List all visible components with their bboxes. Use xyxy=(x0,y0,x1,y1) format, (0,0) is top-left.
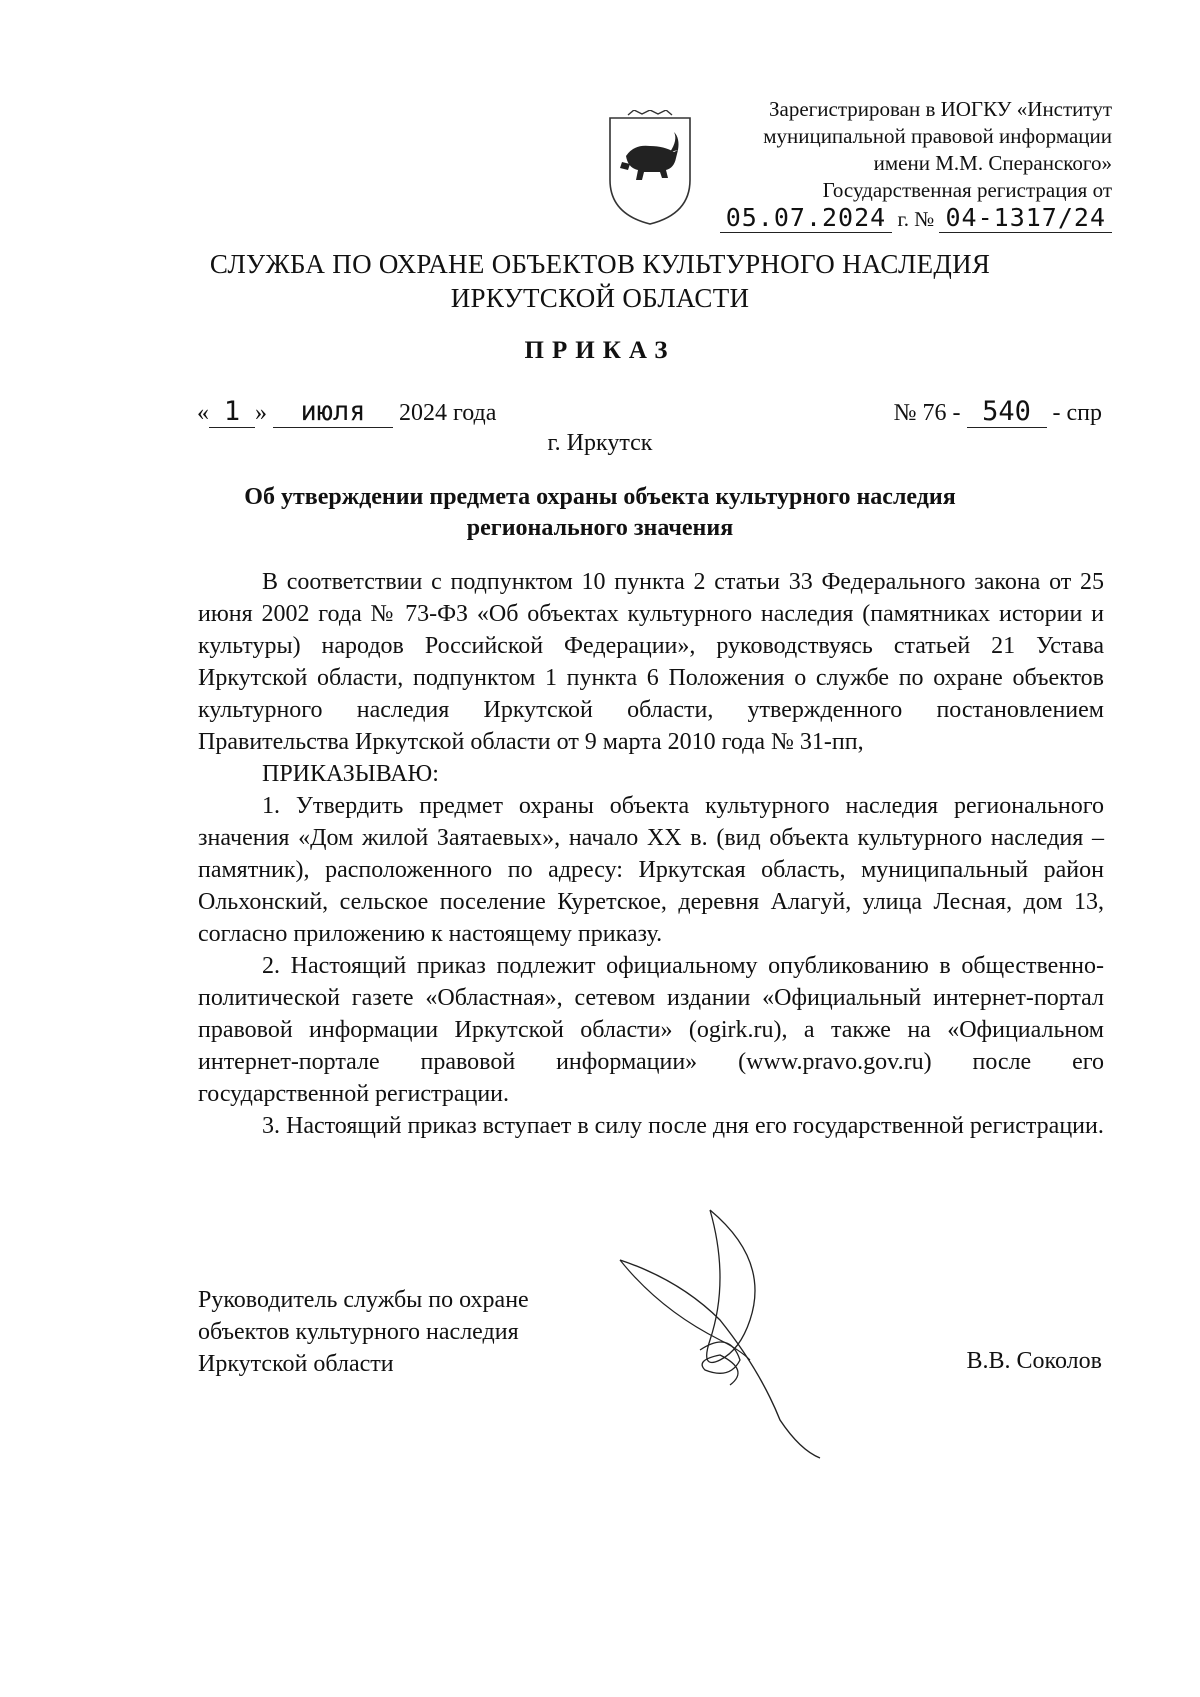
registration-line-1: Зарегистрирован в ИОГКУ «Институт xyxy=(768,97,1112,121)
order-date xyxy=(197,396,496,428)
signatory-line-2: объектов культурного наследия xyxy=(198,1319,519,1345)
order-number xyxy=(894,396,1102,428)
agency-line-1: СЛУЖБА ПО ОХРАНЕ ОБЪЕКТОВ КУЛЬТУРНОГО НАСЛЕДИЯ xyxy=(209,249,991,279)
agency-line-2: ИРКУТСКОЙ ОБЛАСТИ xyxy=(450,283,750,313)
order-day: 1 xyxy=(209,396,255,428)
order-item-3: 3. Настоящий приказ вступает в силу после дня его государственной регистрации. xyxy=(262,1113,1104,1139)
preamble-paragraph: В соответствии с подпунктом 10 пункта 2 статьи 33 Федерального закона от 25 июня 2002 года № 73-ФЗ «Об объектах культурного наследия (памятниках истории и культуры) народов Российской Федерации», руководствуясь статьей 21 Устава Иркутской области, подпунктом 1 пункта 6 Положения о службе по охране объектов культурного наследия Иркутской области, утвержденного постановлением Правительства Иркутской области от 9 марта 2010 года № 31-пп, xyxy=(198,569,1104,755)
signatory-line-1: Руководитель службы по охране xyxy=(198,1287,529,1313)
date-open-quote: « xyxy=(197,400,209,426)
order-body xyxy=(198,566,1104,1142)
handwritten-signature xyxy=(600,1200,900,1460)
registration-number-label: г. № xyxy=(897,207,935,231)
order-word: ПРИКАЗЫВАЮ: xyxy=(262,761,439,787)
registration-date: 05.07.2024 xyxy=(720,203,893,233)
signatory-line-3: Иркутской области xyxy=(198,1351,394,1377)
order-year: 2024 года xyxy=(399,400,497,426)
date-close-quote: » xyxy=(255,400,267,426)
heading-line-1: Об утверждении предмета охраны объекта культурного наследия xyxy=(244,484,956,510)
registration-number: 04-1317/24 xyxy=(939,203,1112,233)
registration-line-3: имени М.М. Сперанского» xyxy=(873,151,1112,175)
registration-line-4: Государственная регистрация от xyxy=(822,178,1112,202)
registration-date-number-line xyxy=(682,204,1112,233)
signatory-title xyxy=(198,1284,529,1380)
order-item-1: 1. Утвердить предмет охраны объекта культурного наследия регионального значения «Дом жилой Заятаевых», начало XX в. (вид объекта культурного наследия – памятник), расположенного по адресу: Иркутская область, муниципальный район Ольхонский, сельское поселение Куретское, деревня Алагуй, улица Лесная, дом 13, согласно приложению к настоящему приказу. xyxy=(198,793,1104,947)
heading-line-2: регионального значения xyxy=(466,515,734,541)
order-item-2: 2. Настоящий приказ подлежит официальному опубликованию в общественно-политической газете «Областная», сетевом издании «Официальный интернет-портал правовой информации Иркутской области» (ogirk.ru), а также на «Официальном интернет-портале правовой информации» (www.pravo.gov.ru) после его государственной регистрации. xyxy=(198,953,1104,1107)
registration-stamp xyxy=(682,96,1112,233)
signatory-name: В.В. Соколов xyxy=(966,1348,1102,1374)
agency-name xyxy=(0,247,1200,315)
order-number-value: 540 xyxy=(967,396,1047,428)
registration-line-2: муниципальной правовой информации xyxy=(763,124,1112,148)
document-title: ПРИКАЗ xyxy=(524,337,676,364)
city: г. Иркутск xyxy=(547,430,653,456)
order-number-suffix: - спр xyxy=(1052,400,1102,426)
order-number-prefix: № 76 - xyxy=(893,400,961,426)
order-heading xyxy=(150,482,1050,544)
order-month: июля xyxy=(273,396,393,428)
